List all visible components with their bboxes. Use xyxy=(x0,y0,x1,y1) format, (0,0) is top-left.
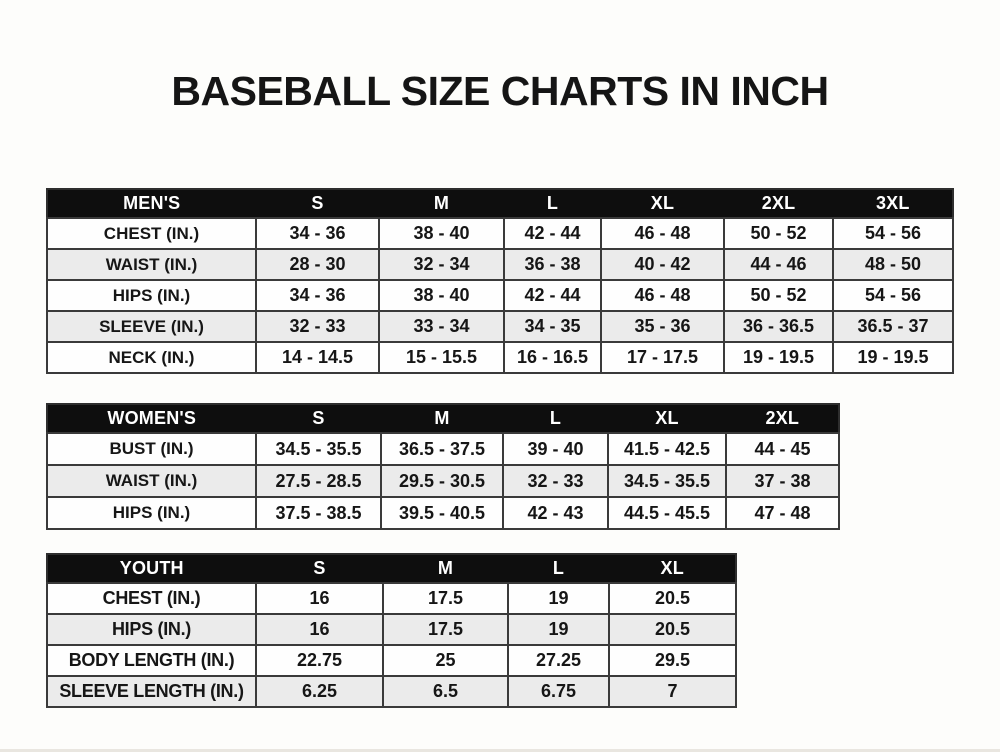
measurement-label: HIPS (IN.) xyxy=(47,614,256,645)
size-value-cell: 36 - 38 xyxy=(504,249,601,280)
size-value-cell: 20.5 xyxy=(609,583,736,614)
measurement-label: NECK (IN.) xyxy=(47,342,256,373)
measurement-label: CHEST (IN.) xyxy=(47,218,256,249)
size-value-cell: 19 xyxy=(508,614,609,645)
size-column-header: L xyxy=(503,404,608,433)
size-value-cell: 34 - 35 xyxy=(504,311,601,342)
table-title-cell: YOUTH xyxy=(47,554,256,583)
mens-size-table xyxy=(46,188,954,374)
size-value-cell: 44.5 - 45.5 xyxy=(608,497,726,529)
size-value-cell: 42 - 43 xyxy=(503,497,608,529)
table-header-row xyxy=(47,189,953,218)
size-value-cell: 34.5 - 35.5 xyxy=(608,465,726,497)
size-value-cell: 35 - 36 xyxy=(601,311,724,342)
page-title: BASEBALL SIZE CHARTS IN INCH xyxy=(171,68,829,114)
youth-size-table xyxy=(46,553,737,708)
size-value-cell: 27.5 - 28.5 xyxy=(256,465,381,497)
size-value-cell: 34 - 36 xyxy=(256,218,379,249)
size-value-cell: 32 - 33 xyxy=(503,465,608,497)
table-row xyxy=(47,342,953,373)
size-column-header: 3XL xyxy=(833,189,953,218)
size-value-cell: 46 - 48 xyxy=(601,218,724,249)
size-column-header: L xyxy=(508,554,609,583)
size-column-header: XL xyxy=(609,554,736,583)
size-value-cell: 34 - 36 xyxy=(256,280,379,311)
size-value-cell: 37.5 - 38.5 xyxy=(256,497,381,529)
size-value-cell: 39.5 - 40.5 xyxy=(381,497,503,529)
size-value-cell: 32 - 33 xyxy=(256,311,379,342)
measurement-label: SLEEVE LENGTH (IN.) xyxy=(47,676,256,707)
size-value-cell: 36 - 36.5 xyxy=(724,311,833,342)
size-value-cell: 17.5 xyxy=(383,614,508,645)
size-value-cell: 6.75 xyxy=(508,676,609,707)
size-value-cell: 19 - 19.5 xyxy=(724,342,833,373)
size-value-cell: 50 - 52 xyxy=(724,218,833,249)
size-value-cell: 19 xyxy=(508,583,609,614)
size-value-cell: 32 - 34 xyxy=(379,249,504,280)
size-value-cell: 48 - 50 xyxy=(833,249,953,280)
size-column-header: L xyxy=(504,189,601,218)
measurement-label: BODY LENGTH (IN.) xyxy=(47,645,256,676)
size-column-header: 2XL xyxy=(726,404,839,433)
size-value-cell: 40 - 42 xyxy=(601,249,724,280)
size-column-header: XL xyxy=(601,189,724,218)
size-value-cell: 38 - 40 xyxy=(379,280,504,311)
table-row xyxy=(47,676,736,707)
size-value-cell: 28 - 30 xyxy=(256,249,379,280)
size-value-cell: 44 - 46 xyxy=(724,249,833,280)
size-value-cell: 37 - 38 xyxy=(726,465,839,497)
size-column-header: M xyxy=(379,189,504,218)
size-value-cell: 7 xyxy=(609,676,736,707)
table-header-row xyxy=(47,404,839,433)
size-value-cell: 16 xyxy=(256,614,383,645)
measurement-label: CHEST (IN.) xyxy=(47,583,256,614)
measurement-label: HIPS (IN.) xyxy=(47,497,256,529)
size-value-cell: 27.25 xyxy=(508,645,609,676)
table-row xyxy=(47,645,736,676)
size-value-cell: 19 - 19.5 xyxy=(833,342,953,373)
size-value-cell: 29.5 - 30.5 xyxy=(381,465,503,497)
size-column-header: S xyxy=(256,554,383,583)
size-column-header: 2XL xyxy=(724,189,833,218)
size-value-cell: 16 - 16.5 xyxy=(504,342,601,373)
size-value-cell: 22.75 xyxy=(256,645,383,676)
table-row xyxy=(47,497,839,529)
size-value-cell: 6.25 xyxy=(256,676,383,707)
size-value-cell: 36.5 - 37 xyxy=(833,311,953,342)
size-value-cell: 50 - 52 xyxy=(724,280,833,311)
size-value-cell: 29.5 xyxy=(609,645,736,676)
measurement-label: WAIST (IN.) xyxy=(47,465,256,497)
measurement-label: BUST (IN.) xyxy=(47,433,256,465)
table-title-cell: MEN'S xyxy=(47,189,256,218)
size-value-cell: 33 - 34 xyxy=(379,311,504,342)
size-value-cell: 17 - 17.5 xyxy=(601,342,724,373)
size-value-cell: 44 - 45 xyxy=(726,433,839,465)
size-value-cell: 14 - 14.5 xyxy=(256,342,379,373)
table-title-cell: WOMEN'S xyxy=(47,404,256,433)
size-column-header: M xyxy=(381,404,503,433)
size-value-cell: 42 - 44 xyxy=(504,218,601,249)
size-value-cell: 34.5 - 35.5 xyxy=(256,433,381,465)
womens-size-table xyxy=(46,403,840,530)
size-column-header: S xyxy=(256,189,379,218)
size-value-cell: 36.5 - 37.5 xyxy=(381,433,503,465)
size-value-cell: 16 xyxy=(256,583,383,614)
table-row xyxy=(47,433,839,465)
size-value-cell: 6.5 xyxy=(383,676,508,707)
size-value-cell: 38 - 40 xyxy=(379,218,504,249)
size-column-header: M xyxy=(383,554,508,583)
size-value-cell: 17.5 xyxy=(383,583,508,614)
size-value-cell: 47 - 48 xyxy=(726,497,839,529)
table-row xyxy=(47,583,736,614)
table-row xyxy=(47,280,953,311)
table-row xyxy=(47,218,953,249)
measurement-label: WAIST (IN.) xyxy=(47,249,256,280)
size-value-cell: 15 - 15.5 xyxy=(379,342,504,373)
table-header-row xyxy=(47,554,736,583)
size-value-cell: 54 - 56 xyxy=(833,280,953,311)
table-row xyxy=(47,249,953,280)
size-value-cell: 46 - 48 xyxy=(601,280,724,311)
size-value-cell: 54 - 56 xyxy=(833,218,953,249)
size-value-cell: 25 xyxy=(383,645,508,676)
table-row xyxy=(47,614,736,645)
size-column-header: S xyxy=(256,404,381,433)
size-value-cell: 39 - 40 xyxy=(503,433,608,465)
size-value-cell: 20.5 xyxy=(609,614,736,645)
table-row xyxy=(47,311,953,342)
measurement-label: HIPS (IN.) xyxy=(47,280,256,311)
size-value-cell: 41.5 - 42.5 xyxy=(608,433,726,465)
size-column-header: XL xyxy=(608,404,726,433)
measurement-label: SLEEVE (IN.) xyxy=(47,311,256,342)
size-value-cell: 42 - 44 xyxy=(504,280,601,311)
table-row xyxy=(47,465,839,497)
